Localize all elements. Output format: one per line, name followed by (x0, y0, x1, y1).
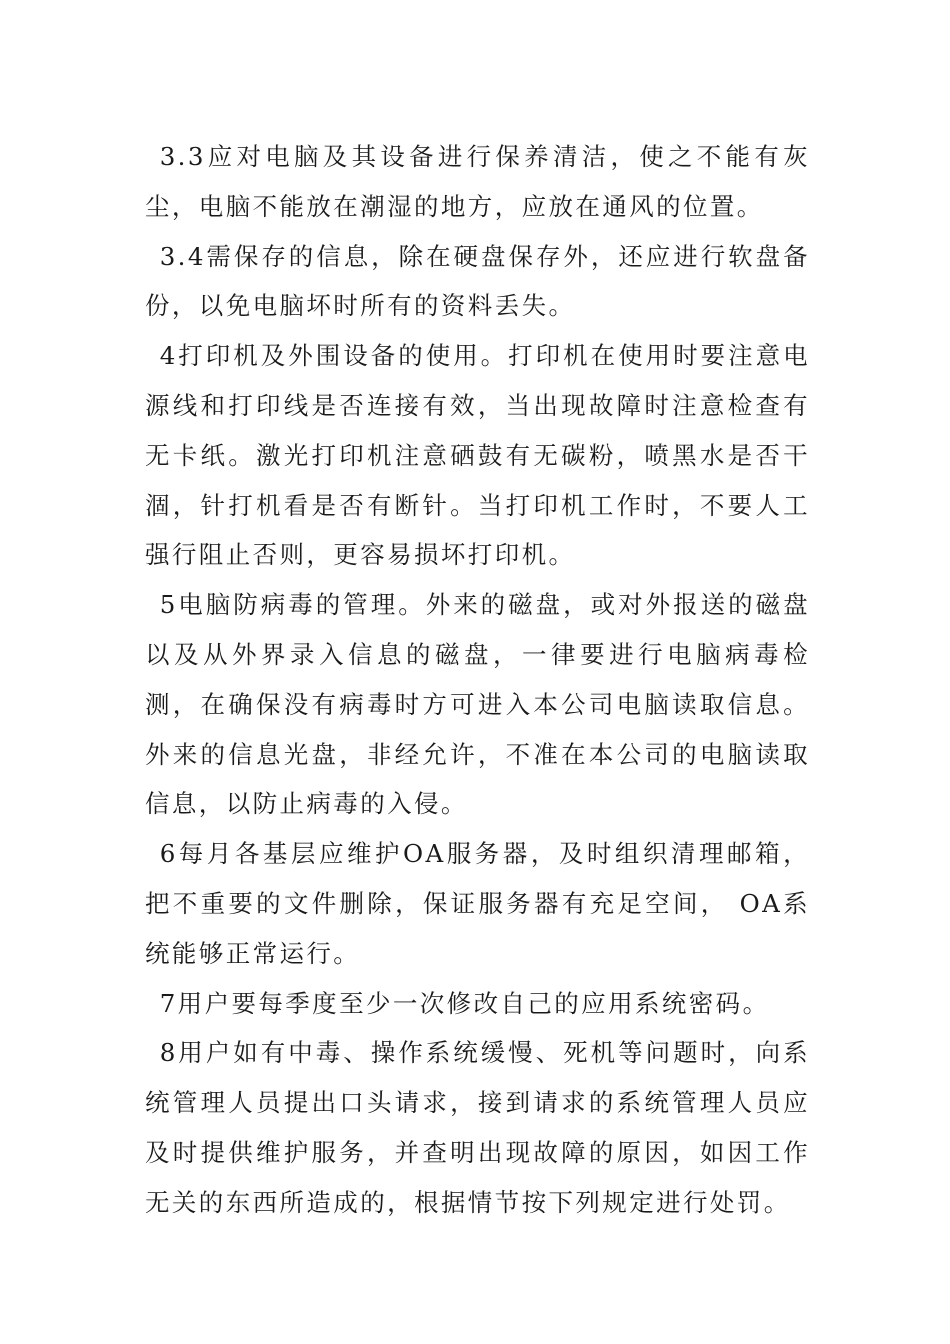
paragraph-3-3: 3.3应对电脑及其设备进行保养清洁，使之不能有灰尘，电脑不能放在潮湿的地方，应放在通风的位置。 (145, 142, 810, 221)
document-body (145, 132, 810, 1228)
paragraph-7: 7用户要每季度至少一次修改自己的应用系统密码。 (159, 988, 770, 1018)
paragraph-4: 4打印机及外围设备的使用。打印机在使用时要注意电源线和打印线是否连接有效，当出现故障时注意检查有无卡纸。激光打印机注意硒鼓有无碳粉，喷黑水是否干涸，针打机看是否有断针。当打印机工作时，不要人工强行阻止否则，更容易损坏打印机。 (145, 341, 810, 570)
paragraph-6: 6每月各基层应维护OA服务器，及时组织清理邮箱，把不重要的文件删除，保证服务器有充足空间， OA系统能够正常运行。 (145, 839, 810, 968)
paragraph-3-4: 3.4需保存的信息，除在硬盘保存外，还应进行软盘备份，以免电脑坏时所有的资料丢失。 (145, 241, 810, 321)
paragraph-8: 8用户如有中毒、操作系统缓慢、死机等问题时，向系统管理人员提出口头请求，接到请求的系统管理人员应及时提供维护服务，并查明出现故障的原因，如因工作无关的东西所造成的，根据情节按下列规定进行处罚。 (145, 1038, 810, 1217)
paragraph-5: 5电脑防病毒的管理。外来的磁盘，或对外报送的磁盘以及从外界录入信息的磁盘，一律要进行电脑病毒检测，在确保没有病毒时方可进入本公司电脑读取信息。外来的信息光盘，非经允许，不准在本公司的电脑读取信息，以防止病毒的入侵。 (145, 590, 810, 819)
